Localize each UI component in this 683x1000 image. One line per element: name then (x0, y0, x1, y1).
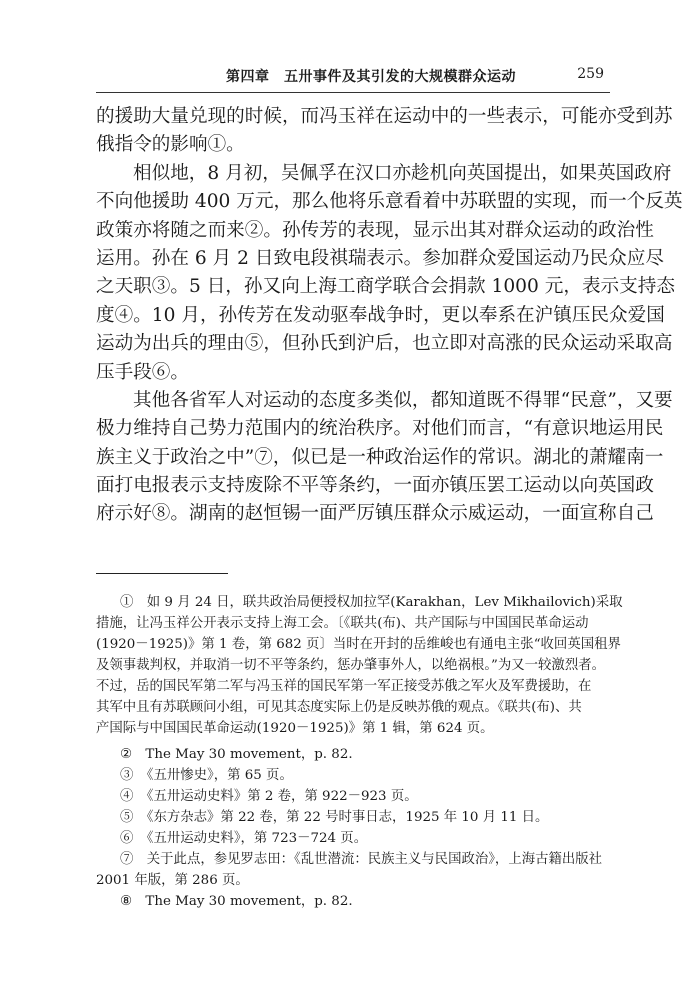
footnote-line: ⑥ 《五卅运动史料》，第 723－724 页。 (120, 831, 368, 846)
page-header (96, 66, 604, 88)
footnote-line: 其军中且有苏联顾问小组，可见其态度实际上仍是反映苏俄的观点。《联共(布)、共 (96, 700, 582, 715)
footnote-line: ④ 《五卅运动史料》第 2 卷，第 922－923 页。 (120, 789, 418, 804)
body-line: 运用。孙在 6 月 2 日致电段祺瑞表示。参加群众爱国运动乃民众应尽 (96, 247, 664, 269)
footnote (96, 849, 610, 891)
footnote-line: ⑧ The May 30 movement，p. 82. (120, 894, 353, 909)
footnote-line: (1920－1925)》第 1 卷，第 682 页〕当时在开封的岳维峻也有通电主张“收回英国租界 (96, 637, 621, 652)
body-line: 运动为出兵的理由⑤，但孙氏到沪后，也立即对高涨的民众运动采取高 (96, 333, 673, 355)
footnote-line: ① 如 9 月 24 日，联共政治局便授权加拉罕(Karakhan，Lev Mikhailovich)采取 (120, 595, 623, 610)
body-line: 不向他援助 400 万元，那么他将乐意看着中苏联盟的实现，而一个反英 (96, 191, 683, 213)
footnote-line: ② The May 30 movement，p. 82. (120, 747, 353, 762)
body-line: 相似地，8 月初，吴佩孚在汉口亦趁机向英国提出，如果英国政府 (133, 162, 672, 184)
footnote (96, 807, 610, 828)
body-line: 族主义于政治之中”⑦，似已是一种政治运作的常识。湖北的萧耀南一 (96, 446, 664, 468)
footnote (96, 744, 610, 765)
running-head: 第四章 五卅事件及其引发的大规模群众运动 (226, 69, 516, 85)
body-line: 政策亦将随之而来②。孙传芳的表现，显示出其对群众运动的政治性 (96, 219, 654, 241)
footnote-line: 2001 年版，第 286 页。 (96, 873, 249, 888)
footnote-line: 不过，岳的国民军第二军与冯玉祥的国民军第一军正接受苏俄之军火及军费援助，在 (96, 679, 592, 694)
body-line: 之天职③。5 日，孙又向上海工商学联合会捐款 1000 元，表示支持态 (96, 276, 675, 298)
body-line: 极力维持自己势力范围内的统治秩序。对他们而言，“有意识地运用民 (96, 418, 664, 440)
body-line: 其他各省军人对运动的态度多类似，都知道既不得罪“民意”，又要 (133, 389, 673, 411)
footnote-line: ⑤ 《东方杂志》第 22 卷，第 22 号时事日志，1925 年 10 月 11 日。 (120, 810, 549, 825)
header-rule (96, 92, 610, 93)
footnote-line: 产国际与中国国民革命运动(1920－1925)》第 1 辑，第 624 页。 (96, 721, 494, 736)
body-line: 面打电报表示支持废除不平等条约，一面亦镇压罢工运动以向英国政 (96, 475, 654, 497)
footnote-separator (96, 573, 228, 574)
footnotes (96, 592, 623, 912)
footnote-line: ③ 《五卅惨史》，第 65 页。 (120, 768, 293, 783)
body-text (96, 103, 683, 529)
footnote (96, 592, 623, 739)
footnote (96, 828, 610, 849)
footnote-line: ⑦ 关于此点，参见罗志田：《乱世潜流：民族主义与民国政治》，上海古籍出版社 (120, 852, 603, 867)
body-line: 度④。10 月，孙传芳在发动驱奉战争时，更以奉系在沪镇压民众爱国 (96, 304, 665, 326)
footnote-line: 及领事裁判权，并取消一切不平等条约，惩办肇事外人，以绝祸根。”为又一较激烈者。 (96, 658, 605, 673)
footnote (96, 891, 610, 912)
body-line: 俄指令的影响①。 (96, 134, 245, 156)
page-number: 259 (577, 66, 604, 82)
footnote (96, 786, 610, 807)
body-line: 压手段⑥。 (96, 361, 189, 383)
body-line: 府示好⑧。湖南的赵恒锡一面严厉镇压群众示威运动，一面宣称自己 (96, 503, 654, 525)
footnote (96, 765, 610, 786)
body-line: 的援助大量兑现的时候，而冯玉祥在运动中的一些表示，可能亦受到苏 (96, 106, 673, 127)
footnote-line: 措施，让冯玉祥公开表示支持上海工会。〔《联共(布)、共产国际与中国国民革命运动 (96, 616, 589, 631)
